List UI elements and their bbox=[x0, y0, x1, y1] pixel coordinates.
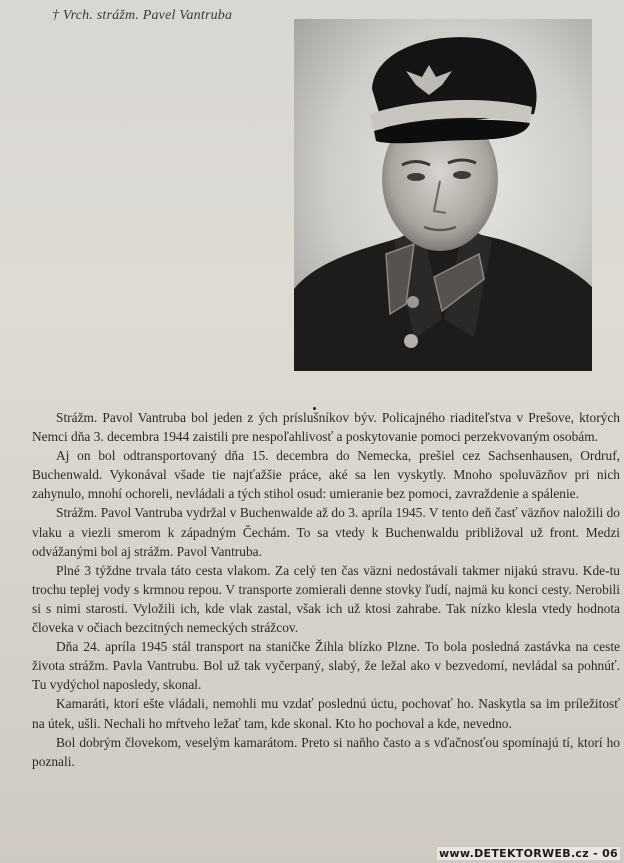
paragraph: Plné 3 týždne trvala táto cesta vlakom. Za celý ten čas väzni nedostávali takmer nijakú stravu. Kde-tu trochu teplej vody s krmnou repou. V transporte zomierali denne stovky ľudí, najmä ku konci cesty. Nerobili si s nimi starosti. Vyložili ich, kde vlak zastal, však ich už ktosi zahrabe. Tak nízko klesla vtedy hodnota človeka v očiach bezcitných nemeckých strážcov. bbox=[32, 562, 620, 636]
article-body bbox=[32, 408, 620, 771]
paragraph: Dňa 24. apríla 1945 stál transport na staničke Žihla blízko Plzne. To bola posledná zastávka na ceste života strážm. Pavla Vantrubu. Bol už tak vyčerpaný, slabý, že ležal ako v bezvedomí, nevládal sa pohnúť. Tu vydýchol naposledy, skonal. bbox=[32, 639, 620, 693]
watermark: www.DETEKTORWEB.cz - 06 bbox=[438, 847, 618, 860]
paragraph: Strážm. Pavol Vantruba bol jeden z ých príslušníkov býv. Policajného riaditeľstva v Prešove, ktorých Nemci dňa 3. decembra 1944 zaistili pre nespoľahlivosť a poskytovanie pomoci perzekvovaným osobám. bbox=[32, 410, 620, 445]
photo-caption: † Vrch. strážm. Pavel Vantruba bbox=[52, 8, 233, 23]
portrait-illustration bbox=[294, 19, 592, 371]
paragraph: Kamaráti, ktorí ešte vládali, nemohli mu vzdať poslednú úctu, pochovať ho. Naskytla sa im príležitosť na útek, ušli. Nechali ho mŕtveho ležať tam, kde skonal. Kto ho pochoval a kde, nevedno. bbox=[32, 696, 620, 731]
portrait-photo bbox=[294, 19, 592, 371]
paragraph: Bol dobrým človekom, veselým kamarátom. Preto si naňho často a s vďačnosťou spomínajú tí, ktorí ho poznali. bbox=[32, 734, 620, 769]
paragraph: Strážm. Pavol Vantruba vydržal v Buchenwalde až do 3. apríla 1945. V tento deň časť väzňov naložili do vlaku a viezli smerom k západným Čechám. To sa vtedy k Buchenwaldu približoval už front. Medzi odvážanými bol aj strážm. Pavol Vantruba. bbox=[32, 505, 620, 559]
paragraph: Aj on bol odtransportovaný dňa 15. decembra do Nemecka, prešiel cez Sachsenhausen, Ordruf, Buchenwald. Vykonával všade tie najťažšie práce, aké sa len vyskytly. Mnoho spoluväzňov pri nich zahynulo, mnohí ochoreli, nevládali a tých stihol osud: umieranie bez pomoci, zavraždenie a spálenie. bbox=[32, 448, 620, 502]
